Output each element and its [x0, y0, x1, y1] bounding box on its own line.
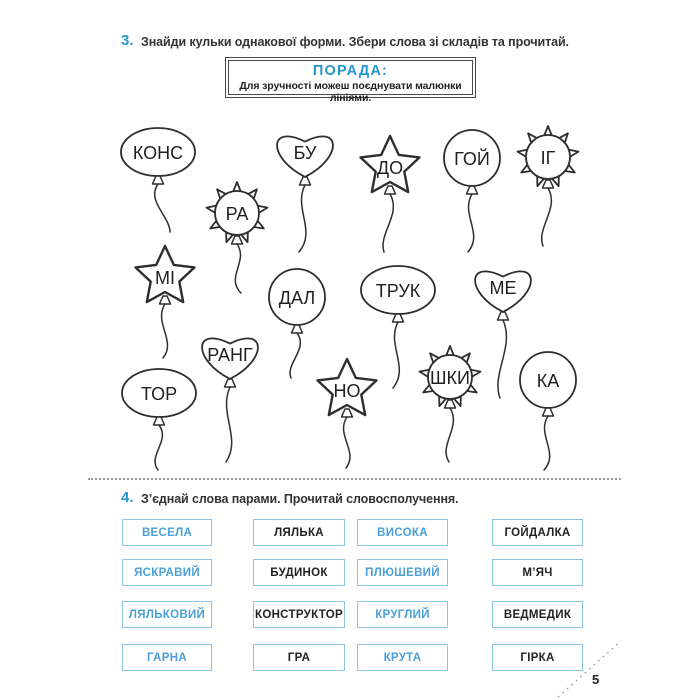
balloon-string	[446, 408, 453, 462]
word-box-r3c3[interactable]: КРУГЛИЙ	[357, 601, 448, 628]
balloon-sun-2[interactable]	[207, 182, 268, 293]
balloon-syllable: ШКИ	[430, 368, 470, 388]
word-box-r1c2[interactable]: ЛЯЛЬКА	[253, 519, 345, 546]
advice-title: ПОРАДА:	[312, 63, 389, 79]
balloon-circle-8[interactable]	[269, 269, 325, 378]
balloon-oval-1[interactable]	[121, 128, 195, 232]
balloon-syllable: ГОЙ	[454, 149, 490, 169]
word-box-r2c2[interactable]: БУДИНОК	[253, 559, 345, 586]
word-box-r4c3[interactable]: КРУТА	[357, 644, 448, 671]
balloon-heart-11[interactable]	[202, 338, 258, 462]
balloon-string	[468, 194, 474, 252]
word-box-r4c2[interactable]: ГРА	[253, 644, 345, 671]
balloon-knot	[153, 176, 164, 184]
balloon-oval-12[interactable]	[122, 369, 196, 470]
balloon-string	[226, 387, 232, 462]
word-box-r2c3[interactable]: ПЛЮШЕВИЙ	[357, 559, 448, 586]
balloon-sun-6[interactable]	[518, 126, 579, 246]
balloon-string	[393, 322, 399, 388]
word-box-r2c4[interactable]: М’ЯЧ	[492, 559, 583, 586]
balloon-string	[155, 184, 170, 232]
balloon-string	[155, 425, 162, 470]
balloon-sun-14[interactable]	[420, 346, 481, 462]
word-box-r3c1[interactable]: ЛЯЛЬКОВИЙ	[122, 601, 212, 628]
balloon-string	[290, 333, 300, 378]
balloon-knot	[225, 379, 236, 387]
balloon-string	[542, 188, 552, 246]
balloon-syllable: ТРУК	[375, 281, 421, 301]
balloon-star-7[interactable]	[136, 246, 195, 358]
balloon-string	[235, 244, 241, 293]
balloon-syllable: МЕ	[489, 278, 517, 298]
balloon-knot	[292, 325, 303, 333]
balloon-circle-15[interactable]	[520, 352, 576, 470]
balloon-string	[162, 304, 168, 358]
balloon-string	[299, 185, 306, 252]
balloon-knot	[154, 417, 165, 425]
separator-dotted	[88, 478, 621, 480]
task4-instruction: З’єднай слова парами. Прочитай словосполучення.	[141, 492, 459, 506]
balloon-string	[344, 417, 350, 468]
task3-number: 3.	[121, 32, 134, 49]
word-box-r1c3[interactable]: ВИСОКА	[357, 519, 448, 546]
balloon-knot	[467, 186, 478, 194]
balloon-syllable: КОНС	[132, 143, 184, 163]
word-box-r4c1[interactable]: ГАРНА	[122, 644, 212, 671]
balloon-knot	[385, 186, 396, 194]
balloon-knot	[445, 400, 456, 408]
balloon-knot	[342, 409, 353, 417]
balloon-syllable: НО	[333, 381, 361, 401]
word-box-r1c1[interactable]: ВЕСЕЛА	[122, 519, 212, 546]
balloon-syllable: ДАЛ	[278, 288, 316, 308]
balloon-syllable: ДО	[376, 158, 404, 178]
balloon-syllable: ІГ	[540, 148, 556, 168]
balloon-syllable: РА	[225, 204, 249, 224]
balloon-string	[498, 320, 507, 398]
word-box-r3c2[interactable]: КОНСТРУКТОР	[253, 601, 345, 628]
balloon-oval-9[interactable]	[361, 266, 435, 388]
task3-instruction: Знайди кульки однакової форми. Збери слова зі складів та прочитай.	[141, 35, 569, 49]
balloon-star-13[interactable]	[318, 359, 377, 468]
advice-text: Для зручності можеш поєднувати малюнки лініями.	[239, 80, 462, 104]
balloon-knot	[300, 177, 311, 185]
word-box-r3c4[interactable]: ВЕДМЕДИК	[492, 601, 583, 628]
balloon-heart-3[interactable]	[277, 136, 333, 252]
balloon-string	[383, 194, 393, 252]
balloon-syllable: ТОР	[140, 384, 178, 404]
balloon-knot	[232, 236, 243, 244]
word-box-r2c1[interactable]: ЯСКРАВИЙ	[122, 559, 212, 586]
word-box-r1c4[interactable]: ГОЙДАЛКА	[492, 519, 583, 546]
word-box-r4c4[interactable]: ГІРКА	[492, 644, 583, 671]
balloon-knot	[543, 180, 554, 188]
balloon-syllable: БУ	[293, 143, 317, 163]
balloon-knot	[160, 296, 171, 304]
balloon-circle-5[interactable]	[444, 130, 500, 252]
balloon-string	[544, 416, 550, 470]
page-number: 5	[592, 672, 600, 687]
balloon-knot	[393, 314, 404, 322]
task4-number: 4.	[121, 489, 134, 506]
balloon-knot	[498, 312, 509, 320]
balloon-syllable: КА	[536, 371, 560, 391]
balloon-star-4[interactable]	[361, 136, 420, 252]
balloon-knot	[543, 408, 554, 416]
balloon-syllable: РАНГ	[207, 345, 253, 365]
balloon-syllable: МІ	[155, 268, 175, 288]
